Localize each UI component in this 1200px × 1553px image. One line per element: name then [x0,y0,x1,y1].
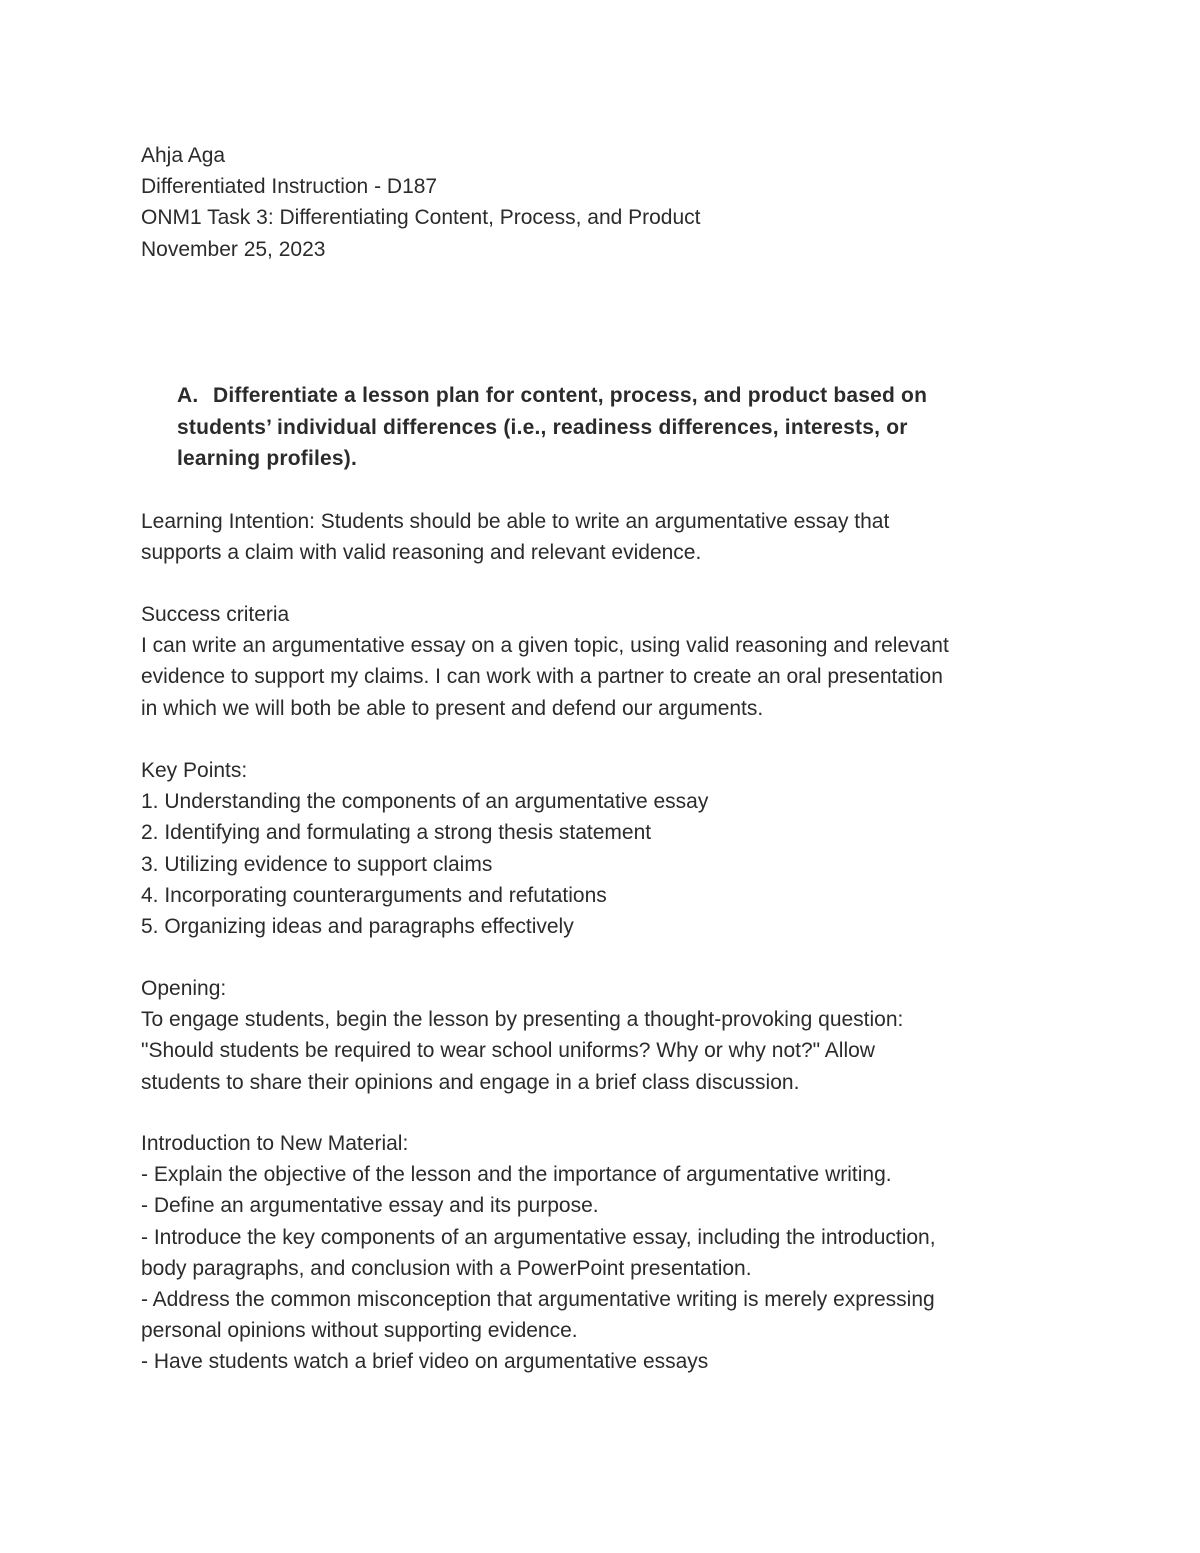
opening-line: To engage students, begin the lesson by presenting a thought-provoking question: [141,1008,904,1032]
success-criteria-title: Success criteria [141,603,290,626]
introduction-line: - Have students watch a brief video on argumentative essays [141,1350,709,1374]
key-point-item: 2. Identifying and formulating a strong thesis statement [141,821,652,845]
learning-intention-line: Learning Intention: Students should be able to write an argumentative essay that [141,510,890,533]
key-point-item: 4. Incorporating counterarguments and refutations [141,883,607,907]
opening-title: Opening: [141,977,227,1000]
document-header [141,140,1071,265]
introduction-line: - Define an argumentative essay and its purpose. [141,1194,599,1218]
opening-section [141,973,1071,1098]
success-criteria [141,599,1071,724]
introduction-line: body paragraphs, and conclusion with a PowerPoint presentation. [141,1256,752,1280]
course-title: Differentiated Instruction - D187 [141,175,438,199]
success-criteria-line: I can write an argumentative essay on a given topic, using valid reasoning and relevant [141,634,949,658]
success-criteria-line: in which we will both be able to present and defend our arguments. [141,696,764,720]
section-a-line: students’ individual differences (i.e., readiness differences, interests, or [177,415,908,439]
learning-intention-line: supports a claim with valid reasoning and relevant evidence. [141,541,702,565]
introduction-line: - Introduce the key components of an argumentative essay, including the introduction, [141,1225,936,1249]
section-a-line [177,380,1057,412]
introduction-line: - Explain the objective of the lesson and the importance of argumentative writing. [141,1163,892,1187]
introduction-line: personal opinions without supporting evidence. [141,1319,578,1343]
task-title: ONM1 Task 3: Differentiating Content, Process, and Product [141,206,701,230]
section-a-line-text: Differentiate a lesson plan for content, process, and product based on [213,384,928,407]
section-a-line: learning profiles). [177,447,357,471]
section-a-heading [177,380,1057,475]
introduction-line: - Address the common misconception that argumentative writing is merely expressing [141,1288,935,1312]
key-point-item: 3. Utilizing evidence to support claims [141,852,493,876]
introduction-section [141,1128,1071,1378]
opening-line: students to share their opinions and engage in a brief class discussion. [141,1070,800,1094]
document-date: November 25, 2023 [141,237,326,261]
key-points [141,755,1071,942]
introduction-title: Introduction to New Material: [141,1132,409,1155]
opening-line: "Should students be required to wear school uniforms? Why or why not?" Allow [141,1039,875,1063]
learning-intention [141,506,1071,568]
section-a-marker: A. [177,384,199,407]
success-criteria-line: evidence to support my claims. I can work with a partner to create an oral presentation [141,665,943,689]
author-name: Ahja Aga [141,144,226,167]
key-point-item: 5. Organizing ideas and paragraphs effectively [141,915,574,939]
key-points-title: Key Points: [141,759,248,782]
key-point-item: 1. Understanding the components of an argumentative essay [141,790,709,814]
